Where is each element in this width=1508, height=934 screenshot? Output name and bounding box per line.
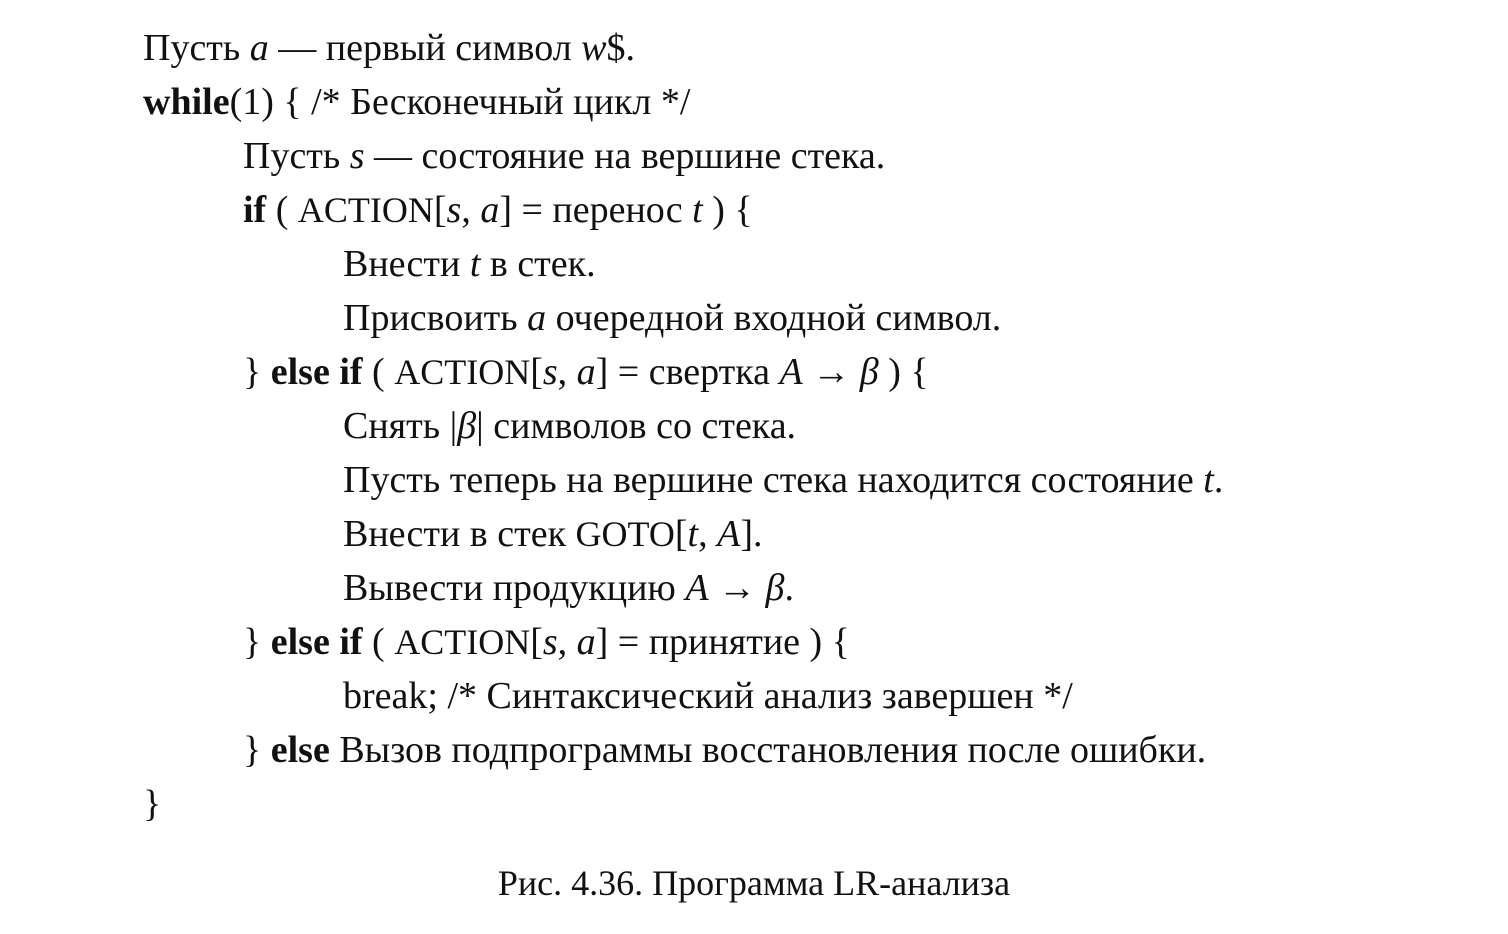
text: в стек. (480, 243, 596, 285)
text: ]. (740, 513, 763, 555)
keyword-else: else (270, 729, 330, 771)
text: [ (433, 189, 447, 231)
text: очередной входной символ. (546, 297, 1002, 339)
text: , (698, 513, 718, 555)
var-t: t (692, 189, 703, 231)
var-w: w (581, 27, 607, 69)
text: Внести в стек (343, 513, 576, 555)
text: $. (606, 27, 636, 69)
text: Снять | (343, 405, 458, 447)
code-line-9 (343, 456, 1223, 504)
text: ) { (878, 351, 929, 393)
text: [ (530, 621, 543, 663)
text: ] = перенос (499, 189, 693, 231)
var-a: a (249, 27, 269, 69)
text: Вывести продукцию (343, 567, 686, 609)
text: ( (362, 621, 395, 663)
var-A: A (779, 351, 803, 393)
function-action: ACTION (297, 190, 434, 230)
function-action: ACTION (394, 622, 531, 662)
code-line-14 (243, 726, 1206, 774)
keyword-while: while (143, 81, 230, 123)
code-line-12 (243, 618, 850, 666)
code-line-7 (243, 348, 929, 396)
var-a: a (576, 351, 596, 393)
var-s: s (542, 621, 558, 663)
var-beta: β (859, 351, 879, 393)
code-line-4 (243, 186, 753, 234)
text: — первый символ (268, 27, 582, 69)
function-goto: GOTO (575, 514, 675, 554)
text: } (243, 351, 271, 393)
code-line-8 (343, 402, 796, 450)
text: , (557, 351, 577, 393)
text: Вызов подпрограммы восстановления после ошибки. (329, 729, 1207, 771)
var-t: t (1203, 459, 1214, 501)
text: (1) { /* Бесконечный цикл */ (229, 81, 691, 123)
var-beta: β (457, 405, 477, 447)
text: Пусть теперь на вершине стека находится состояние (343, 459, 1204, 501)
text: ] = свертка (595, 351, 780, 393)
code-line-13 (343, 672, 1073, 720)
text: Пусть (243, 135, 350, 177)
text: | символов со стека. (476, 405, 797, 447)
text: . (1213, 459, 1224, 501)
var-s: s (446, 189, 462, 231)
closing-brace: } (143, 783, 162, 825)
text: ( (266, 189, 298, 231)
var-t: t (687, 513, 699, 555)
var-t: t (469, 243, 481, 285)
code-line-3 (243, 132, 885, 180)
code-line-10 (343, 510, 762, 558)
var-s: s (349, 135, 365, 177)
code-line-5 (343, 240, 596, 288)
code-line-1 (143, 24, 635, 72)
arrow: → (708, 567, 766, 609)
code-line-15 (143, 780, 161, 828)
keyword-else-if: else if (270, 621, 363, 663)
text: , (557, 621, 577, 663)
text: [ (530, 351, 543, 393)
var-a: a (527, 297, 547, 339)
var-a: a (576, 621, 596, 663)
text: — состояние на вершине стека. (364, 135, 886, 177)
text: ( (362, 351, 395, 393)
var-beta: β (765, 567, 785, 609)
text: ] = принятие ) { (595, 621, 850, 663)
text: ) { (702, 189, 753, 231)
text: break; /* Синтаксический анализ завершен */ (343, 675, 1073, 717)
code-line-6 (343, 294, 1001, 342)
function-action: ACTION (394, 352, 531, 392)
text: Присвоить (343, 297, 528, 339)
code-line-2 (143, 78, 690, 126)
text: [ (674, 513, 688, 555)
code-line-11 (343, 564, 794, 612)
var-a: a (480, 189, 500, 231)
text: . (784, 567, 794, 609)
figure-caption: Рис. 4.36. Программа LR-анализа (497, 863, 1011, 903)
text: , (461, 189, 481, 231)
keyword-else-if: else if (270, 351, 363, 393)
var-s: s (542, 351, 558, 393)
arrow: → (802, 351, 860, 393)
text: } (243, 729, 271, 771)
text: Внести (343, 243, 470, 285)
keyword-if: if (243, 189, 267, 231)
var-A: A (685, 567, 709, 609)
text: Пусть (143, 27, 250, 69)
text: } (243, 621, 271, 663)
var-A: A (717, 513, 741, 555)
